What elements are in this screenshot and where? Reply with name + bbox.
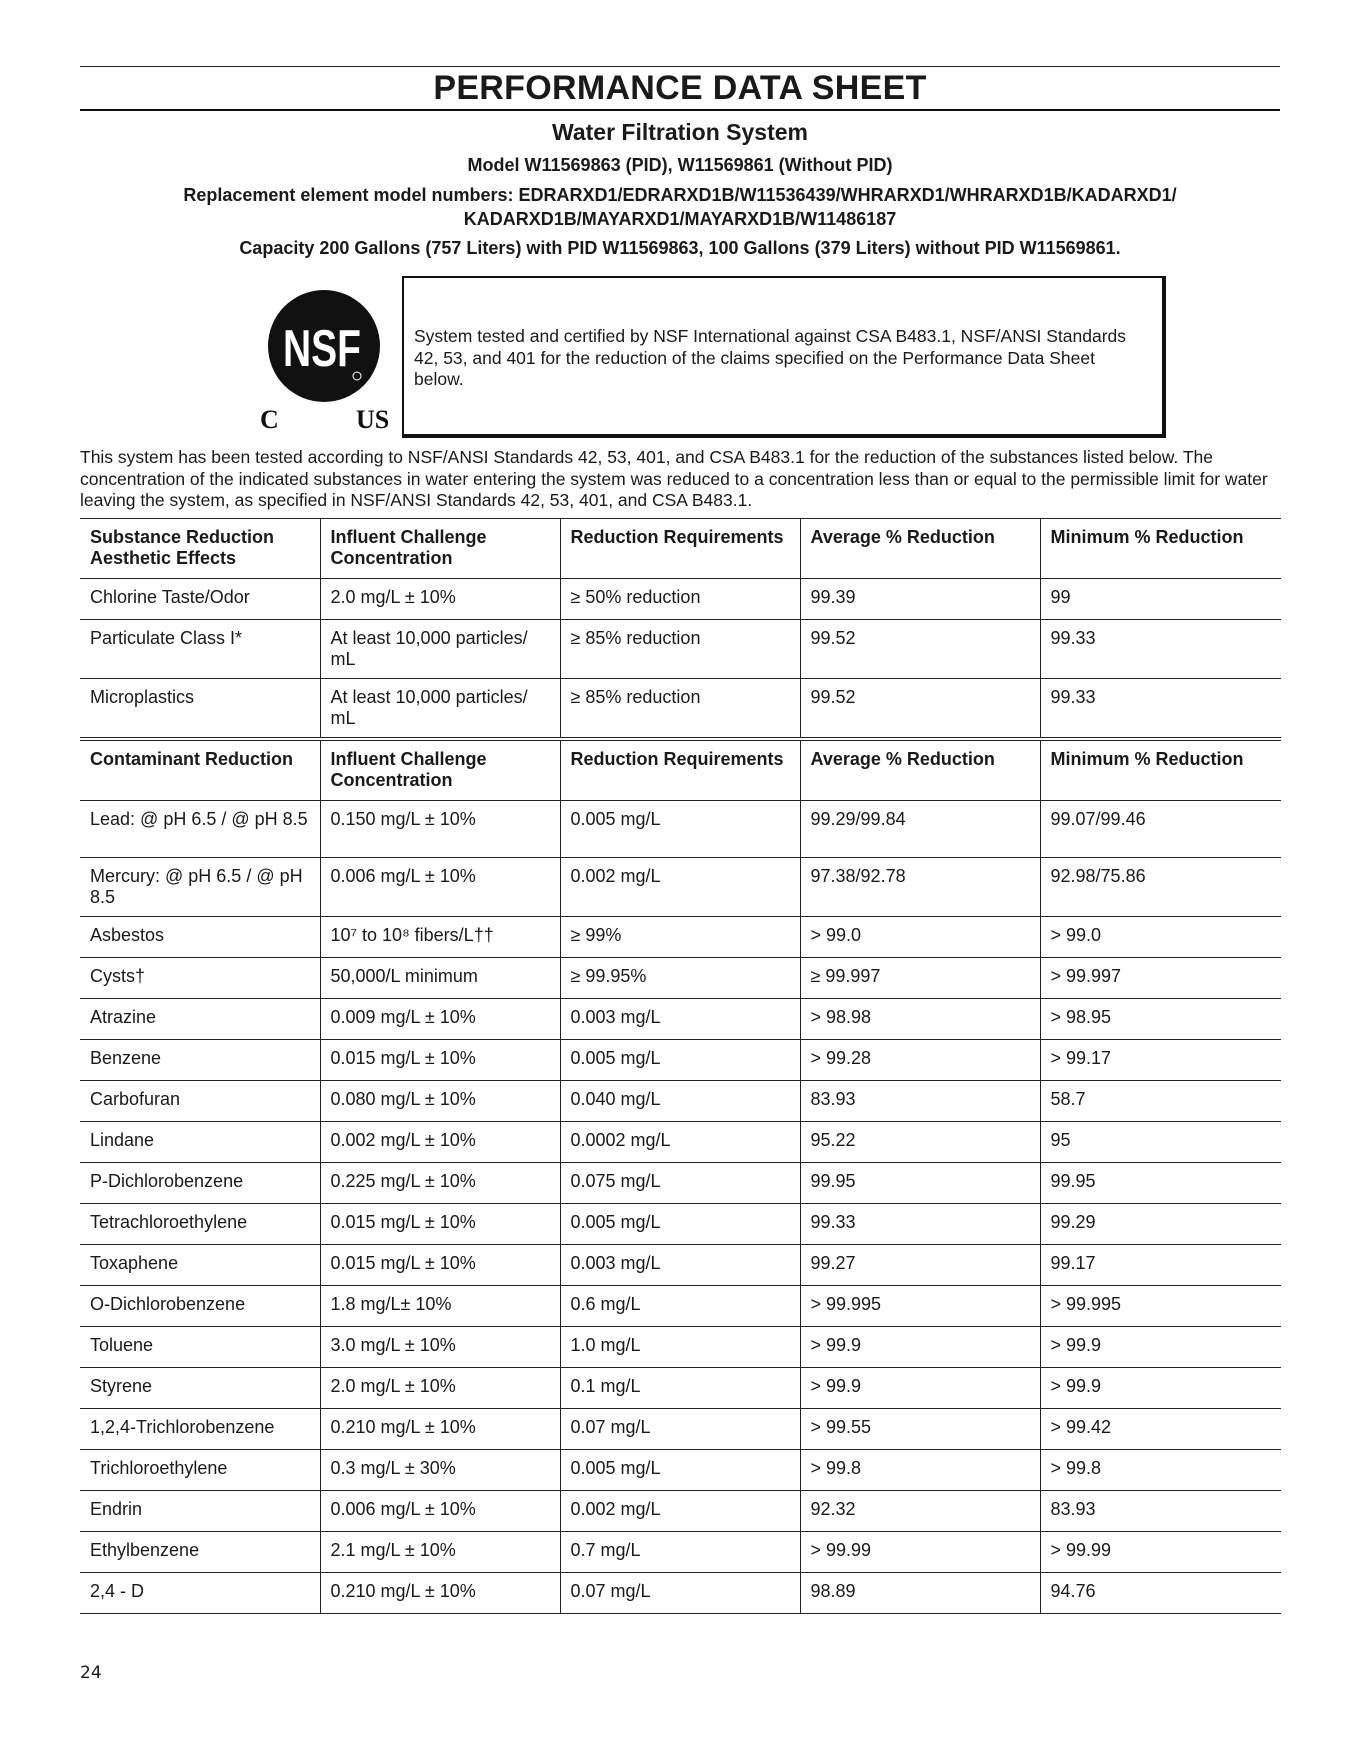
- contaminant-table-row: [80, 958, 1281, 999]
- contaminant-table-cell: Lindane: [80, 1122, 320, 1163]
- aesthetic-table-cell: At least 10,000 particles/ mL: [320, 679, 560, 740]
- aesthetic-table-cell: Chlorine Taste/Odor: [80, 579, 320, 620]
- page-title: PERFORMANCE DATA SHEET: [433, 69, 927, 107]
- aesthetic-table-row: [80, 579, 1281, 620]
- intro-paragraph: This system has been tested according to NSF/ANSI Standards 42, 53, 401, and CSA B483.1 for the reduction of the substances listed below. The concentration of the indicated substances in water entering the system was reduced to a concentration less than or equal to the permissible limit for water leaving the system, as specified in NSF/ANSI Standards 42, 53, 401, and CSA B483.1.: [80, 447, 1268, 510]
- contaminant-table-cell: 0.0002 mg/L: [560, 1122, 800, 1163]
- contaminant-table-cell: > 99.99: [1040, 1532, 1281, 1573]
- aesthetic-header-row: [80, 519, 1281, 579]
- contaminant-table-cell: 99.07/99.46: [1040, 801, 1281, 858]
- contaminant-table-cell: 0.080 mg/L ± 10%: [320, 1081, 560, 1122]
- aesthetic-table-cell: 99.52: [800, 679, 1040, 740]
- contaminant-table-cell: Asbestos: [80, 917, 320, 958]
- certification-text: System tested and certified by NSF International against CSA B483.1, NSF/ANSI Standards 42, 53, and 401 for the reduction of the claims specified on the Performance Data Sheet below.: [414, 326, 1127, 389]
- contaminant-table-cell: 0.005 mg/L: [560, 1450, 800, 1491]
- contaminant-table-row: [80, 1245, 1281, 1286]
- contaminant-table-cell: > 99.9: [1040, 1327, 1281, 1368]
- contaminant-table-cell: > 98.95: [1040, 999, 1281, 1040]
- contaminant-table-cell: Atrazine: [80, 999, 320, 1040]
- contaminant-table-row: [80, 1573, 1281, 1614]
- contaminant-table-cell: ≥ 99.95%: [560, 958, 800, 999]
- contaminant-column-header: Reduction Requirements: [560, 739, 800, 801]
- contaminant-column-header: Minimum % Reduction: [1040, 739, 1281, 801]
- aesthetic-column-header: Average % Reduction: [800, 519, 1040, 579]
- contaminant-table-cell: 0.009 mg/L ± 10%: [320, 999, 560, 1040]
- contaminant-table-cell: 1.0 mg/L: [560, 1327, 800, 1368]
- contaminant-table-cell: > 99.8: [1040, 1450, 1281, 1491]
- capacity-line: Capacity 200 Gallons (757 Liters) with PID W11569863, 100 Gallons (379 Liters) without PID W11569861.: [239, 238, 1121, 258]
- contaminant-table-row: [80, 999, 1281, 1040]
- contaminant-table-cell: 0.3 mg/L ± 30%: [320, 1450, 560, 1491]
- contaminant-table-cell: 0.002 mg/L: [560, 858, 800, 917]
- contaminant-table-cell: > 99.995: [800, 1286, 1040, 1327]
- contaminant-table-row: [80, 1163, 1281, 1204]
- contaminant-table-row: [80, 1368, 1281, 1409]
- contaminant-table-cell: 83.93: [1040, 1491, 1281, 1532]
- nsf-logo-c: C: [260, 405, 279, 434]
- contaminant-table-row: [80, 1081, 1281, 1122]
- contaminant-table-cell: 0.006 mg/L ± 10%: [320, 858, 560, 917]
- contaminant-table-cell: > 99.99: [800, 1532, 1040, 1573]
- contaminant-table-cell: 0.07 mg/L: [560, 1573, 800, 1614]
- nsf-certification-logo: [250, 290, 400, 435]
- contaminant-table-cell: > 99.995: [1040, 1286, 1281, 1327]
- aesthetic-table-cell: At least 10,000 particles/ mL: [320, 620, 560, 679]
- aesthetic-table-cell: 99.39: [800, 579, 1040, 620]
- aesthetic-column-header: Influent Challenge Concentration: [320, 519, 560, 579]
- contaminant-table-row: [80, 1040, 1281, 1081]
- aesthetic-column-header: Minimum % Reduction: [1040, 519, 1281, 579]
- replacement-models: [80, 183, 1280, 231]
- aesthetic-table-cell: 99: [1040, 579, 1281, 620]
- contaminant-table-cell: > 99.55: [800, 1409, 1040, 1450]
- contaminant-table-cell: Ethylbenzene: [80, 1532, 320, 1573]
- contaminant-table-cell: 0.1 mg/L: [560, 1368, 800, 1409]
- performance-table: [80, 518, 1281, 1614]
- contaminant-table-cell: 99.17: [1040, 1245, 1281, 1286]
- contaminant-table-cell: 92.32: [800, 1491, 1040, 1532]
- contaminant-table-cell: 0.003 mg/L: [560, 999, 800, 1040]
- contaminant-table-cell: 0.015 mg/L ± 10%: [320, 1040, 560, 1081]
- contaminant-table-cell: > 99.17: [1040, 1040, 1281, 1081]
- contaminant-table-cell: 0.003 mg/L: [560, 1245, 800, 1286]
- replacement-line-1: Replacement element model numbers: EDRARXD1/EDRARXD1B/W11536439/WHRARXD1/WHRARXD1B/KADARXD1/: [183, 185, 1177, 205]
- aesthetic-table-cell: 99.52: [800, 620, 1040, 679]
- contaminant-table-cell: 0.210 mg/L ± 10%: [320, 1409, 560, 1450]
- certification-box: [402, 276, 1166, 438]
- aesthetic-table-cell: ≥ 85% reduction: [560, 620, 800, 679]
- contaminant-table-cell: 99.29: [1040, 1204, 1281, 1245]
- contaminant-table-cell: 99.27: [800, 1245, 1040, 1286]
- aesthetic-column-header: Substance Reduction Aesthetic Effects: [80, 519, 320, 579]
- contaminant-table-cell: > 99.28: [800, 1040, 1040, 1081]
- contaminant-table-cell: ≥ 99%: [560, 917, 800, 958]
- contaminant-table-row: [80, 1286, 1281, 1327]
- contaminant-table-row: [80, 1491, 1281, 1532]
- contaminant-table-row: [80, 858, 1281, 917]
- contaminant-table-cell: 10⁷ to 10⁸ fibers/L††: [320, 917, 560, 958]
- contaminant-table-cell: > 99.9: [1040, 1368, 1281, 1409]
- contaminant-table-cell: 0.07 mg/L: [560, 1409, 800, 1450]
- contaminant-table-row: [80, 1450, 1281, 1491]
- aesthetic-table-cell: ≥ 85% reduction: [560, 679, 800, 740]
- contaminant-table-cell: > 99.42: [1040, 1409, 1281, 1450]
- aesthetic-table-cell: ≥ 50% reduction: [560, 579, 800, 620]
- aesthetic-table-cell: 2.0 mg/L ± 10%: [320, 579, 560, 620]
- contaminant-table-row: [80, 1122, 1281, 1163]
- aesthetic-table-row: [80, 620, 1281, 679]
- contaminant-table-cell: 99.33: [800, 1204, 1040, 1245]
- aesthetic-table-cell: Microplastics: [80, 679, 320, 740]
- contaminant-table-cell: > 99.8: [800, 1450, 1040, 1491]
- contaminant-table-cell: 0.015 mg/L ± 10%: [320, 1245, 560, 1286]
- aesthetic-table-cell: 99.33: [1040, 620, 1281, 679]
- contaminant-table-cell: > 99.0: [1040, 917, 1281, 958]
- nsf-logo-mark: NSF: [283, 320, 361, 378]
- contaminant-table-cell: Cysts†: [80, 958, 320, 999]
- contaminant-table-row: [80, 801, 1281, 858]
- contaminant-table-cell: 0.005 mg/L: [560, 1204, 800, 1245]
- contaminant-table-cell: 50,000/L minimum: [320, 958, 560, 999]
- contaminant-table-cell: > 99.0: [800, 917, 1040, 958]
- contaminant-table-cell: 0.7 mg/L: [560, 1532, 800, 1573]
- nsf-logo-us: US: [356, 405, 390, 434]
- contaminant-table-cell: 99.95: [1040, 1163, 1281, 1204]
- contaminant-table-cell: Carbofuran: [80, 1081, 320, 1122]
- contaminant-table-cell: 99.29/99.84: [800, 801, 1040, 858]
- contaminant-table-cell: 0.210 mg/L ± 10%: [320, 1573, 560, 1614]
- contaminant-table-cell: Trichloroethylene: [80, 1450, 320, 1491]
- contaminant-table-cell: 0.150 mg/L ± 10%: [320, 801, 560, 858]
- contaminant-table-cell: 0.015 mg/L ± 10%: [320, 1204, 560, 1245]
- aesthetic-table-cell: 99.33: [1040, 679, 1281, 740]
- contaminant-table-cell: 1,2,4-Trichlorobenzene: [80, 1409, 320, 1450]
- contaminant-table-row: [80, 1204, 1281, 1245]
- contaminant-table-cell: 1.8 mg/L± 10%: [320, 1286, 560, 1327]
- contaminant-table-cell: Lead: @ pH 6.5 / @ pH 8.5: [80, 801, 320, 858]
- contaminant-table-cell: > 99.997: [1040, 958, 1281, 999]
- contaminant-table-cell: 0.005 mg/L: [560, 1040, 800, 1081]
- contaminant-table-cell: 0.225 mg/L ± 10%: [320, 1163, 560, 1204]
- contaminant-table-cell: 2.1 mg/L ± 10%: [320, 1532, 560, 1573]
- subtitle: Water Filtration System: [551, 119, 809, 145]
- contaminant-table-cell: 83.93: [800, 1081, 1040, 1122]
- contaminant-table-cell: Toxaphene: [80, 1245, 320, 1286]
- contaminant-table-cell: 0.006 mg/L ± 10%: [320, 1491, 560, 1532]
- aesthetic-table-cell: Particulate Class I*: [80, 620, 320, 679]
- contaminant-table-cell: Tetrachloroethylene: [80, 1204, 320, 1245]
- contaminant-table-cell: Toluene: [80, 1327, 320, 1368]
- contaminant-table-cell: 0.002 mg/L: [560, 1491, 800, 1532]
- contaminant-table-cell: Styrene: [80, 1368, 320, 1409]
- aesthetic-column-header: Reduction Requirements: [560, 519, 800, 579]
- contaminant-table-cell: > 98.98: [800, 999, 1040, 1040]
- contaminant-table-cell: 92.98/75.86: [1040, 858, 1281, 917]
- contaminant-header-row: [80, 739, 1281, 801]
- contaminant-table-cell: 95: [1040, 1122, 1281, 1163]
- contaminant-table-cell: 0.005 mg/L: [560, 801, 800, 858]
- contaminant-table-cell: ≥ 99.997: [800, 958, 1040, 999]
- contaminant-table-row: [80, 1327, 1281, 1368]
- contaminant-column-header: Average % Reduction: [800, 739, 1040, 801]
- contaminant-table-cell: 0.075 mg/L: [560, 1163, 800, 1204]
- contaminant-table-cell: 3.0 mg/L ± 10%: [320, 1327, 560, 1368]
- aesthetic-table-row: [80, 679, 1281, 740]
- replacement-line-2: KADARXD1B/MAYARXD1/MAYARXD1B/W11486187: [463, 209, 897, 229]
- page-number: 24: [80, 1663, 102, 1683]
- contaminant-table-cell: 58.7: [1040, 1081, 1281, 1122]
- title-rule: [80, 109, 1280, 111]
- contaminant-table-cell: 0.002 mg/L ± 10%: [320, 1122, 560, 1163]
- contaminant-table-cell: 95.22: [800, 1122, 1040, 1163]
- contaminant-table-cell: 98.89: [800, 1573, 1040, 1614]
- contaminant-table-cell: > 99.9: [800, 1368, 1040, 1409]
- contaminant-table-cell: > 99.9: [800, 1327, 1040, 1368]
- contaminant-column-header: Contaminant Reduction: [80, 739, 320, 801]
- contaminant-table-cell: P-Dichlorobenzene: [80, 1163, 320, 1204]
- contaminant-table-cell: 2.0 mg/L ± 10%: [320, 1368, 560, 1409]
- contaminant-table-cell: Benzene: [80, 1040, 320, 1081]
- contaminant-table-cell: 0.6 mg/L: [560, 1286, 800, 1327]
- contaminant-table-cell: Endrin: [80, 1491, 320, 1532]
- contaminant-table-cell: 94.76: [1040, 1573, 1281, 1614]
- contaminant-table-cell: 0.040 mg/L: [560, 1081, 800, 1122]
- contaminant-column-header: Influent Challenge Concentration: [320, 739, 560, 801]
- contaminant-table-row: [80, 1532, 1281, 1573]
- contaminant-table-cell: 97.38/92.78: [800, 858, 1040, 917]
- contaminant-table-cell: O-Dichlorobenzene: [80, 1286, 320, 1327]
- contaminant-table-cell: 99.95: [800, 1163, 1040, 1204]
- contaminant-table-row: [80, 1409, 1281, 1450]
- contaminant-table-row: [80, 917, 1281, 958]
- contaminant-table-cell: 2,4 - D: [80, 1573, 320, 1614]
- contaminant-table-cell: Mercury: @ pH 6.5 / @ pH 8.5: [80, 858, 320, 917]
- model-line: Model W11569863 (PID), W11569861 (Without PID): [467, 155, 893, 175]
